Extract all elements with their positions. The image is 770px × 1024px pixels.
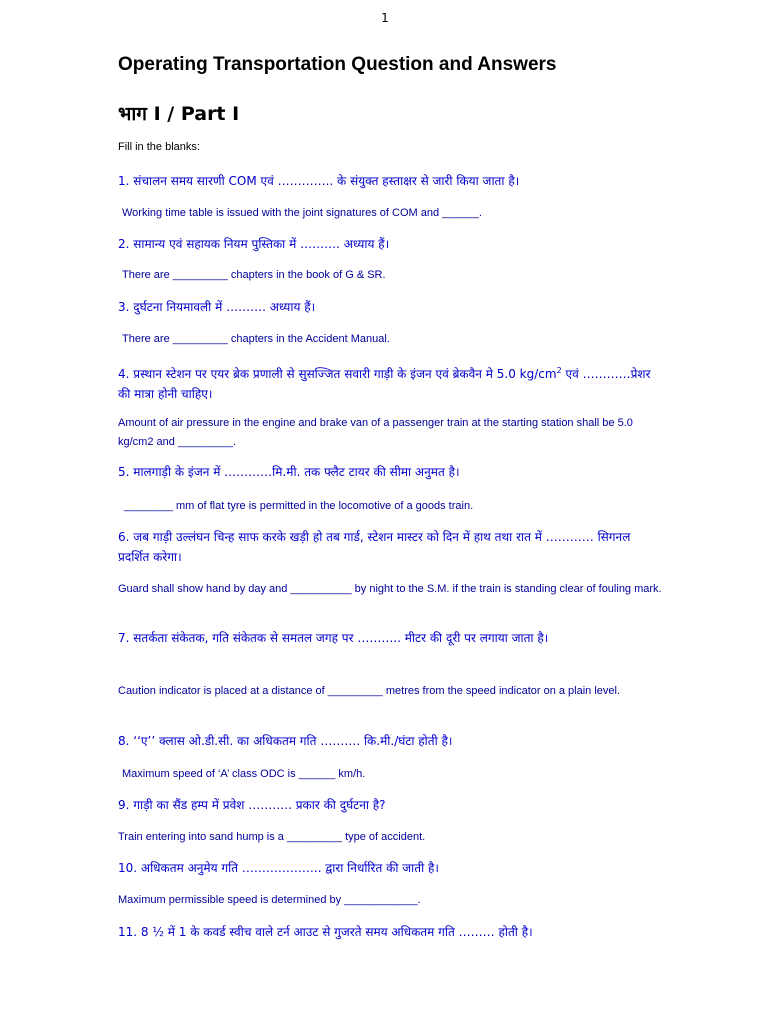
question-english: Train entering into sand hump is a _________ type of accident. [118, 831, 426, 843]
question-english: Amount of air pressure in the engine and brake van of a passenger train at the starting station shall be 5.0 kg/cm2 and _________. [118, 417, 633, 448]
question-english: ________ mm of flat tyre is permitted in the locomotive of a goods train. [124, 500, 474, 512]
question-hindi [118, 361, 663, 404]
question-hindi: 10. अधिकतम अनुमेय गति ……………….. द्वारा निर्धारित की जाती है। [118, 861, 439, 875]
question-english: Maximum permissible speed is determined by ____________. [118, 894, 421, 906]
part-heading: भाग I / Part I [118, 103, 240, 125]
question-english: There are _________ chapters in the Accident Manual. [122, 333, 390, 345]
page-number: 1 [381, 11, 389, 25]
question-hindi: 3. दुर्घटना नियमावली में ………. अध्याय हैं। [118, 300, 316, 314]
question-4-english [118, 414, 663, 452]
document-title: Operating Transportation Question and Answers [118, 54, 557, 75]
question-hindi: 8. ‘‘ए’’ क्लास ओ.डी.सी. का अधिकतम गति ………. कि.मी./घंटा होती है। [118, 734, 453, 748]
question-5-english [124, 497, 669, 516]
superscript: 2 [556, 366, 562, 375]
question-english: Maximum speed of ‘A’ class ODC is ______ km/h. [122, 768, 366, 780]
question-english: Guard shall show hand by day and __________ by night to the S.M. if the train is standing clear of fouling mark. [118, 583, 662, 595]
question-hindi: 9. गाड़ी का सैंड हम्प में प्रवेश ……….. प्रकार की दुर्घटना है? [118, 798, 386, 812]
question-7-english [118, 682, 663, 701]
question-hindi-part-a: 4. प्रस्थान स्टेशन पर एयर ब्रेक प्रणाली से सुसज्जित सवारी गाड़ी के इंजन एवं ब्रेकवैन मे 5.0 kg/cm [118, 367, 557, 381]
question-8-english [118, 765, 667, 784]
question-hindi: 5. मालगाड़ी के इंजन में …………मि.मी. तक फ्लैट टायर की सीमा अनुमत है। [118, 465, 460, 479]
question-hindi: 6. जब गाड़ी उल्लंघन चिन्ह साफ करके खड़ी हो तब गार्ड, स्टेशन मास्टर को दिन में हाथ तथा रात में ………… सिगनल प्रदर्शित करेगा। [118, 530, 631, 564]
question-hindi: 7. सतर्कता संकेतक, गति संकेतक से समतल जगह पर ……….. मीटर की दूरी पर लगाया जाता है। [118, 631, 549, 645]
question-3 [118, 297, 663, 317]
question-english: Caution indicator is placed at a distance of _________ metres from the speed indicator on a plain level. [118, 685, 621, 697]
question-6 [118, 527, 663, 567]
question-1-english [118, 204, 667, 223]
question-8 [118, 731, 663, 751]
question-2-english [118, 266, 667, 285]
question-7 [118, 628, 663, 648]
question-1 [118, 171, 663, 191]
question-10-english [118, 891, 663, 910]
question-10 [118, 858, 663, 878]
question-hindi: 1. संचालन समय सारणी COM एवं ………….. के संयुक्त हस्ताक्षर से जारी किया जाता है। [118, 174, 520, 188]
question-2 [118, 234, 663, 254]
question-hindi-part-b: एवं …………प्रेशर की मात्रा होनी चाहिए। [118, 367, 651, 401]
question-9 [118, 795, 663, 815]
question-english: There are _________ chapters in the book of G & SR. [122, 269, 386, 281]
question-english: Working time table is issued with the joint signatures of COM and ______. [122, 207, 482, 219]
instruction-text: Fill in the blanks: [118, 141, 200, 153]
question-9-english [118, 828, 663, 847]
question-hindi: 11. 8 ½ में 1 के कवर्ड स्वीच वाले टर्न आउट से गुजरते समय अधिकतम गति ……… होती है। [118, 925, 533, 939]
question-3-english [118, 330, 667, 349]
question-hindi: 2. सामान्य एवं सहायक नियम पुस्तिका में ………. अध्याय हैं। [118, 237, 390, 251]
question-6-english [118, 580, 663, 599]
question-4 [118, 361, 663, 404]
question-11 [118, 922, 663, 942]
question-5 [118, 462, 663, 482]
